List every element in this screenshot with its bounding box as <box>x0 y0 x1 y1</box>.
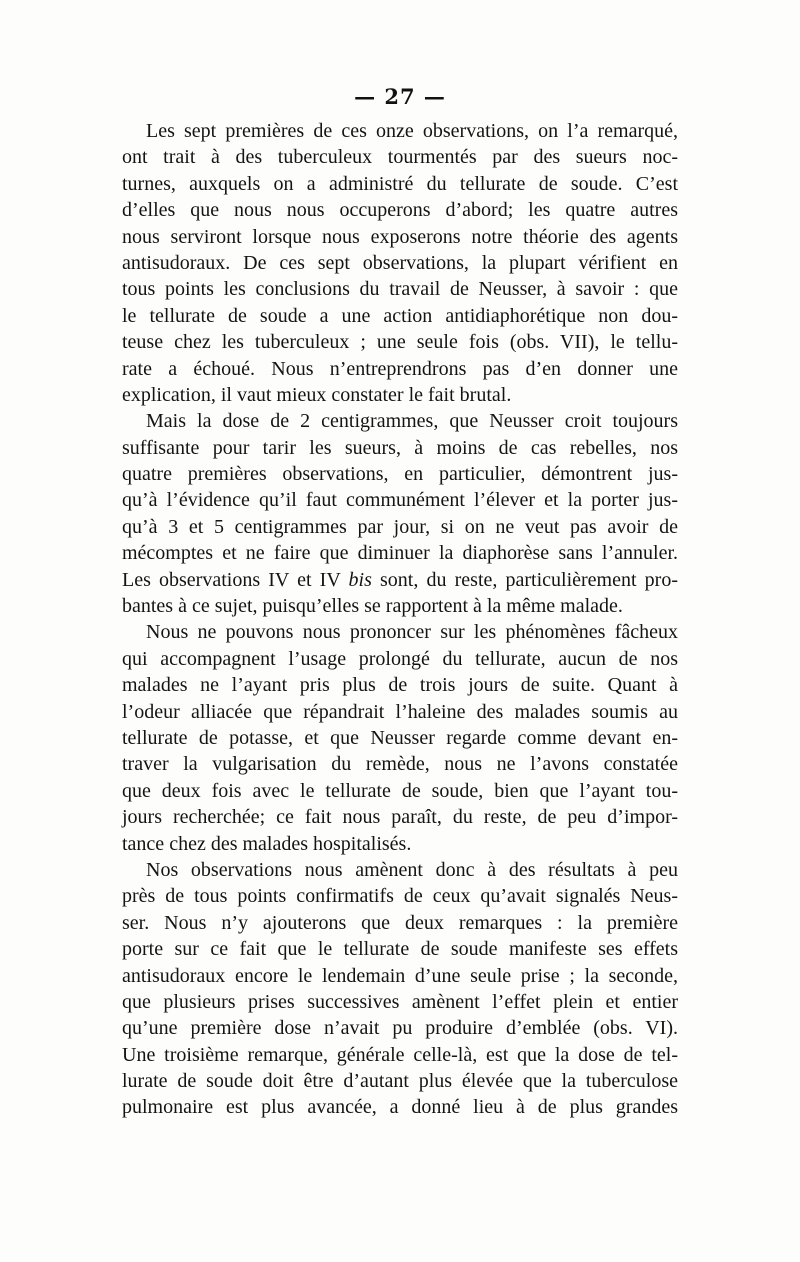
text-line: ont trait à des tuberculeux tourmentés par des sueurs noc- <box>122 146 678 169</box>
text-line: que deux fois avec le tellurate de soude, bien que l’ayant tou- <box>122 779 678 802</box>
text-line: antisudoraux encore le lendemain d’une seule prise ; la seconde, <box>122 964 678 987</box>
text-line: Nous ne pouvons nous prononcer sur les phénomènes fâcheux <box>146 621 678 644</box>
text-line: bantes à ce sujet, puisqu’elles se rapportent à la même malade. <box>122 595 623 618</box>
paragraph-4 <box>122 857 678 1121</box>
text-line: qu’à 3 et 5 centigrammes par jour, si on ne veut pas avoir de <box>122 515 678 538</box>
text-line: antisudoraux. De ces sept observations, la plupart vérifient en <box>122 251 678 274</box>
text-line: rate a échoué. Nous n’entreprendrons pas d’en donner une <box>122 357 678 380</box>
text-line: tance chez des malades hospitalisés. <box>122 832 412 855</box>
text-line: tous points les conclusions du travail de Neusser, à savoir : que <box>122 278 678 301</box>
text-line: qu’une première dose n’avait pu produire d’emblée (obs. VI). <box>122 1017 678 1040</box>
text-line: ser. Nous n’y ajouterons que deux remarques : la première <box>122 911 678 934</box>
text-line: quatre premières observations, en particulier, démontrent jus- <box>122 463 678 486</box>
text-line: nous serviront lorsque nous exposerons notre théorie des agents <box>122 225 678 248</box>
text-line: traver la vulgarisation du remède, nous ne l’avons constatée <box>122 753 678 776</box>
text-line: mécomptes et ne faire que diminuer la diaphorèse sans l’annuler. <box>122 542 678 565</box>
italic-word: bis <box>348 568 372 591</box>
text-line: pulmonaire est plus avancée, a donné lieu à de plus grandes <box>122 1096 678 1119</box>
body-text <box>122 118 678 1121</box>
paragraph-2 <box>122 408 678 619</box>
text-line: Une troisième remarque, générale celle-là, est que la dose de tel- <box>122 1043 678 1066</box>
paragraph-3 <box>122 619 678 857</box>
text-line: Les sept premières de ces onze observations, on l’a remarqué, <box>146 120 678 142</box>
text-line: le tellurate de soude a une action antidiaphorétique non dou- <box>122 304 678 327</box>
text-line: porte sur ce fait que le tellurate de soude manifeste ses effets <box>122 938 678 961</box>
text-line: lurate de soude doit être d’autant plus élevée que la tuberculose <box>122 1070 678 1093</box>
text-line: Nos observations nous amènent donc à des résultats à peu <box>146 858 678 881</box>
text-line: teuse chez les tuberculeux ; une seule fois (obs. VII), le tellu- <box>122 331 678 354</box>
text-line: jours recherchée; ce fait nous paraît, du reste, de peu d’impor- <box>122 806 678 829</box>
paragraph-1 <box>122 118 678 408</box>
text-line: qui accompagnent l’usage prolongé du tellurate, aucun de nos <box>122 647 678 670</box>
text-line: Mais la dose de 2 centigrammes, que Neusser croit toujours <box>146 410 678 433</box>
text-line: explication, il vaut mieux constater le fait brutal. <box>122 383 512 406</box>
text-line: que plusieurs prises successives amènent l’effet plein et entier <box>122 990 678 1013</box>
text-line: turnes, auxquels on a administré du tellurate de soude. C’est <box>122 172 678 195</box>
text-line: l’odeur alliacée que répandrait l’haleine des malades soumis au <box>122 700 678 723</box>
text-line: malades ne l’ayant pris plus de trois jours de suite. Quant à <box>122 674 678 697</box>
page-number: — 27 — <box>354 84 446 109</box>
text-line: près de tous points confirmatifs de ceux qu’avait signalés Neus- <box>122 885 678 908</box>
text-line: Les observations IV et IV bis sont, du reste, particulièrement pro- <box>122 568 678 591</box>
text-line: d’elles que nous nous occuperons d’abord; les quatre autres <box>122 199 678 222</box>
text-line: tellurate de potasse, et que Neusser regarde comme devant en- <box>122 726 678 749</box>
text-line: suffisante pour tarir les sueurs, à moins de cas rebelles, nos <box>122 436 678 459</box>
text-line: qu’à l’évidence qu’il faut communément l’élever et la porter jus- <box>122 489 678 512</box>
